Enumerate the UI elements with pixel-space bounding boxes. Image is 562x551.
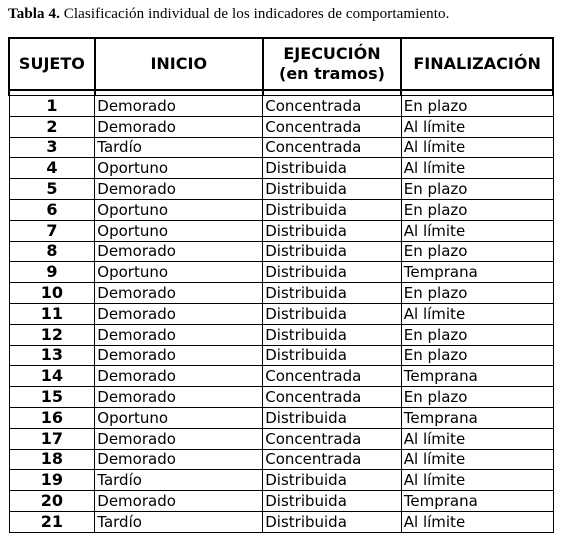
table-body [9,90,553,532]
cell-ejecucion: Concentrada [263,366,402,387]
cell-sujeto: 3 [9,137,95,158]
cell-sujeto: 8 [9,241,95,262]
cell-inicio: Oportuno [95,262,263,283]
header-ejecucion-line1: EJECUCIÓN [283,44,381,63]
cell-finalizacion: Al límite [401,158,553,179]
cell-ejecucion: Distribuida [263,491,402,512]
cell-finalizacion: Al límite [401,470,553,491]
cell-finalizacion: En plazo [401,283,553,304]
cell-inicio: Oportuno [95,220,263,241]
cell-inicio: Oportuno [95,158,263,179]
cell-sujeto: 19 [9,470,95,491]
caption-text: Clasificación individual de los indicadores de comportamiento. [59,6,450,22]
cell-finalizacion: Al límite [401,220,553,241]
cell-sujeto: 14 [9,366,95,387]
cell-inicio: Demorado [95,96,263,117]
cell-finalizacion: Al límite [401,116,553,137]
cell-sujeto: 15 [9,387,95,408]
table-row [9,220,553,241]
cell-ejecucion: Concentrada [263,96,402,117]
header-ejecucion [263,38,402,90]
cell-ejecucion: Distribuida [263,220,402,241]
cell-finalizacion: Temprana [401,491,553,512]
cell-finalizacion: Temprana [401,407,553,428]
cell-inicio: Demorado [95,303,263,324]
table-row [9,407,553,428]
cell-inicio: Tardío [95,137,263,158]
cell-ejecucion: Distribuida [263,324,402,345]
cell-sujeto: 10 [9,283,95,304]
header-sujeto: SUJETO [9,38,95,90]
table-caption [8,6,556,23]
cell-sujeto: 5 [9,179,95,200]
table-row [9,428,553,449]
cell-finalizacion: En plazo [401,387,553,408]
table-row [9,158,553,179]
cell-finalizacion: Temprana [401,262,553,283]
cell-ejecucion: Distribuida [263,345,402,366]
cell-sujeto: 6 [9,199,95,220]
cell-sujeto: 4 [9,158,95,179]
cell-inicio: Demorado [95,283,263,304]
table-row [9,283,553,304]
cell-ejecucion: Concentrada [263,137,402,158]
cell-ejecucion: Distribuida [263,470,402,491]
cell-finalizacion: Temprana [401,366,553,387]
table-row [9,366,553,387]
header-row [9,38,553,90]
table-row [9,449,553,470]
cell-ejecucion: Distribuida [263,303,402,324]
cell-ejecucion: Concentrada [263,116,402,137]
cell-finalizacion: Al límite [401,303,553,324]
cell-sujeto: 20 [9,491,95,512]
cell-inicio: Oportuno [95,199,263,220]
table-row [9,303,553,324]
cell-finalizacion: En plazo [401,179,553,200]
cell-inicio: Oportuno [95,407,263,428]
table-row [9,262,553,283]
cell-sujeto: 17 [9,428,95,449]
cell-inicio: Demorado [95,491,263,512]
cell-sujeto: 21 [9,511,95,532]
cell-ejecucion: Concentrada [263,428,402,449]
cell-finalizacion: Al límite [401,137,553,158]
cell-sujeto: 1 [9,96,95,117]
cell-inicio: Demorado [95,179,263,200]
cell-ejecucion: Distribuida [263,241,402,262]
cell-inicio: Demorado [95,345,263,366]
cell-ejecucion: Distribuida [263,199,402,220]
table-row [9,491,553,512]
cell-ejecucion: Distribuida [263,179,402,200]
table-row [9,470,553,491]
cell-inicio: Tardío [95,511,263,532]
table-row [9,116,553,137]
header-inicio: INICIO [95,38,263,90]
cell-inicio: Demorado [95,428,263,449]
behavior-indicators-table [8,37,554,533]
cell-ejecucion: Concentrada [263,387,402,408]
cell-ejecucion: Distribuida [263,407,402,428]
cell-ejecucion: Distribuida [263,511,402,532]
cell-sujeto: 7 [9,220,95,241]
cell-sujeto: 12 [9,324,95,345]
header-finalizacion: FINALIZACIÓN [401,38,553,90]
cell-inicio: Demorado [95,324,263,345]
cell-inicio: Demorado [95,116,263,137]
cell-sujeto: 2 [9,116,95,137]
cell-inicio: Demorado [95,241,263,262]
cell-inicio: Demorado [95,387,263,408]
table-row [9,345,553,366]
cell-sujeto: 16 [9,407,95,428]
cell-finalizacion: En plazo [401,241,553,262]
cell-sujeto: 13 [9,345,95,366]
table-row [9,137,553,158]
cell-finalizacion: En plazo [401,199,553,220]
table-row [9,96,553,117]
caption-label: Tabla 4. [8,6,60,22]
table-row [9,511,553,532]
table-row [9,241,553,262]
cell-sujeto: 18 [9,449,95,470]
header-ejecucion-line2: (en tramos) [279,64,385,83]
table-row [9,324,553,345]
table-row [9,199,553,220]
cell-ejecucion: Distribuida [263,158,402,179]
cell-sujeto: 11 [9,303,95,324]
cell-finalizacion: Al límite [401,449,553,470]
cell-inicio: Demorado [95,366,263,387]
cell-inicio: Demorado [95,449,263,470]
cell-ejecucion: Distribuida [263,262,402,283]
cell-ejecucion: Distribuida [263,283,402,304]
cell-finalizacion: En plazo [401,345,553,366]
cell-finalizacion: En plazo [401,96,553,117]
cell-sujeto: 9 [9,262,95,283]
cell-ejecucion: Concentrada [263,449,402,470]
table-row [9,179,553,200]
cell-finalizacion: Al límite [401,428,553,449]
table-row [9,387,553,408]
cell-inicio: Tardío [95,470,263,491]
cell-finalizacion: Al límite [401,511,553,532]
cell-finalizacion: En plazo [401,324,553,345]
